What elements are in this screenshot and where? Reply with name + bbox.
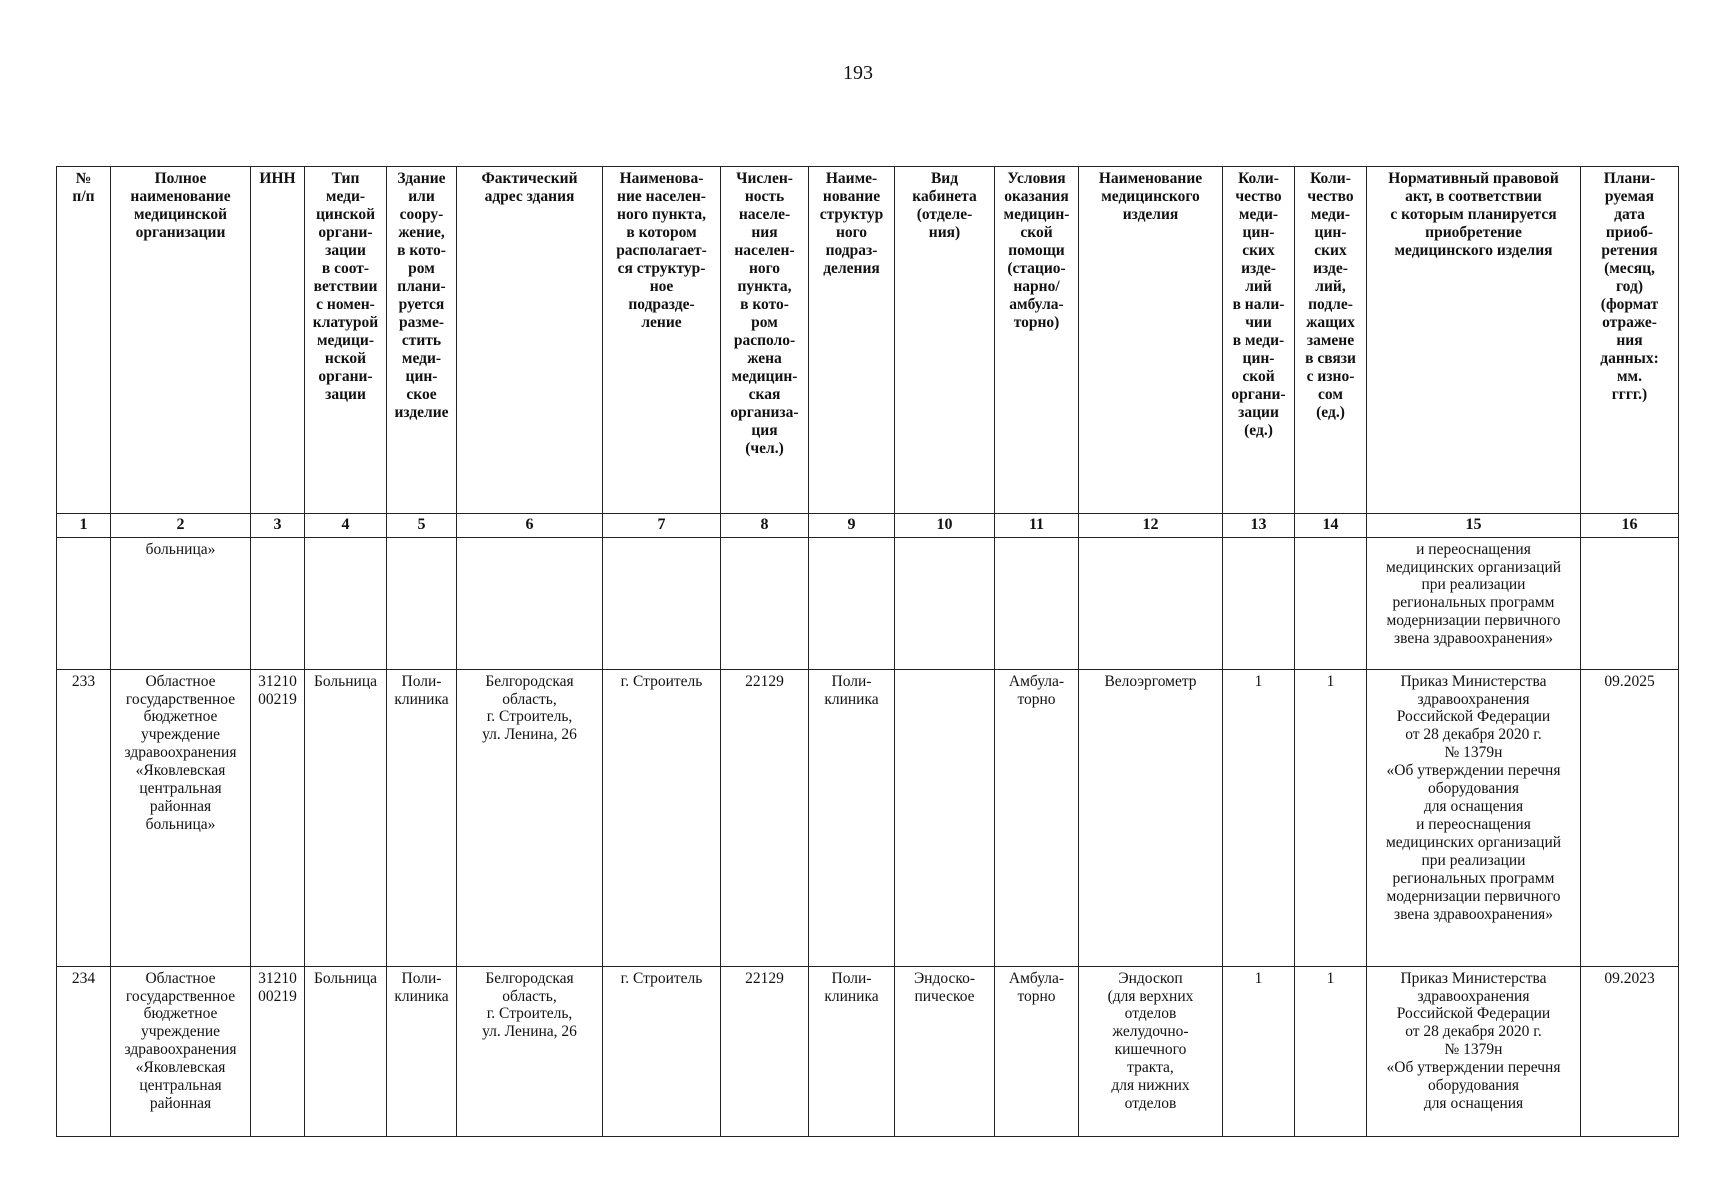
column-number: 5: [387, 514, 457, 538]
column-number: 7: [603, 514, 721, 538]
header-cell: Наименова- ние населен- ного пункта, в котором располагает- ся структур- ное подразде- ление: [603, 167, 721, 514]
table-cell: 22129: [721, 966, 809, 1136]
table-cell: Приказ Министерства здравоохранения Российской Федерации от 28 декабря 2020 г. № 1379н «Об утверждении перечня оборудования для оснащения: [1367, 966, 1581, 1136]
table-cell: Областное государственное бюджетное учреждение здравоохранения «Яковлевская центральная районная: [111, 966, 251, 1136]
column-number: 11: [995, 514, 1079, 538]
header-cell: Числен- ность населе- ния населен- ного пункта, в кото- ром располо- жена медицин- ская организа- ция (чел.): [721, 167, 809, 514]
header-cell: Тип меди- цинской органи- зации в соот- ветствии с номен- клатурой медици- нской органи- зации: [305, 167, 387, 514]
column-number: 8: [721, 514, 809, 538]
table-cell: [895, 537, 995, 669]
table-cell: 234: [57, 966, 111, 1136]
table-cell: Поли- клиника: [809, 669, 895, 966]
header-cell: Наименование медицинского изделия: [1079, 167, 1223, 514]
table-cell: [895, 669, 995, 966]
header-cell: Полное наименование медицинской организации: [111, 167, 251, 514]
table-cell: 233: [57, 669, 111, 966]
header-cell: ИНН: [251, 167, 305, 514]
table-row: [57, 966, 1679, 1136]
table-cell: [1079, 537, 1223, 669]
table-cell: 22129: [721, 669, 809, 966]
table-cell: [995, 537, 1079, 669]
table-cell: 31210 00219: [251, 966, 305, 1136]
header-cell: Плани- руемая дата приоб- ретения (месяц, год) (формат отраже- ния данных: мм. гггг.): [1581, 167, 1679, 514]
column-number: 14: [1295, 514, 1367, 538]
table-cell: г. Строитель: [603, 669, 721, 966]
table-cell: [1581, 537, 1679, 669]
table-cell: Амбула- торно: [995, 669, 1079, 966]
table-cell: 1: [1295, 966, 1367, 1136]
table-cell: Эндоско- пическое: [895, 966, 995, 1136]
table-cell: Поли- клиника: [809, 966, 895, 1136]
column-number: 10: [895, 514, 995, 538]
column-number: 6: [457, 514, 603, 538]
table-cell: Больница: [305, 669, 387, 966]
header-row: [57, 167, 1679, 514]
header-cell: Наиме- нование структур ного подраз- деления: [809, 167, 895, 514]
header-cell: Нормативный правовой акт, в соответствии с которым планируется приобретение медицинского изделия: [1367, 167, 1581, 514]
table-cell: Больница: [305, 966, 387, 1136]
table-cell: 1: [1223, 966, 1295, 1136]
table-cell: [1223, 537, 1295, 669]
column-number: 15: [1367, 514, 1581, 538]
column-number: 2: [111, 514, 251, 538]
column-number-row: [57, 514, 1679, 538]
table-cell: [457, 537, 603, 669]
header-cell: Коли- чество меди- цин- ских изде- лий в нали- чии в меди- цин- ской органи- зации (ед.): [1223, 167, 1295, 514]
column-number: 3: [251, 514, 305, 538]
table-cell: [809, 537, 895, 669]
column-number: 12: [1079, 514, 1223, 538]
table-cell: [1295, 537, 1367, 669]
table-cell: 1: [1223, 669, 1295, 966]
table-cell: Областное государственное бюджетное учреждение здравоохранения «Яковлевская центральная районная больница»: [111, 669, 251, 966]
table-cell: Поли- клиника: [387, 669, 457, 966]
table-cell: Амбула- торно: [995, 966, 1079, 1136]
table-row: [57, 537, 1679, 669]
table-cell: [57, 537, 111, 669]
equipment-table: [56, 166, 1679, 1137]
column-number: 1: [57, 514, 111, 538]
column-number: 4: [305, 514, 387, 538]
table-cell: 09.2023: [1581, 966, 1679, 1136]
header-cell: № п/п: [57, 167, 111, 514]
table-cell: 09.2025: [1581, 669, 1679, 966]
table-cell: Белгородская область, г. Строитель, ул. Ленина, 26: [457, 966, 603, 1136]
table-cell: Поли- клиника: [387, 966, 457, 1136]
table-cell: [387, 537, 457, 669]
header-cell: Фактический адрес здания: [457, 167, 603, 514]
table-cell: больница»: [111, 537, 251, 669]
column-number: 16: [1581, 514, 1679, 538]
table-cell: [305, 537, 387, 669]
table-cell: 31210 00219: [251, 669, 305, 966]
header-cell: Здание или соору- жение, в кото- ром плани- руется разме- стить меди- цин- ское изделие: [387, 167, 457, 514]
table-cell: [251, 537, 305, 669]
table-cell: [721, 537, 809, 669]
table-cell: Белгородская область, г. Строитель, ул. Ленина, 26: [457, 669, 603, 966]
page-number: 193: [843, 62, 873, 84]
column-number: 13: [1223, 514, 1295, 538]
table-cell: 1: [1295, 669, 1367, 966]
header-cell: Коли- чество меди- цин- ских изде- лий, подле- жащих замене в связи с изно- сом (ед.): [1295, 167, 1367, 514]
table-row: [57, 669, 1679, 966]
column-number: 9: [809, 514, 895, 538]
table-cell: Приказ Министерства здравоохранения Российской Федерации от 28 декабря 2020 г. № 1379н «Об утверждении перечня оборудования для оснащения и переоснащения медицинских организаций при реализации региональных программ модернизации первичного звена здравоохранения»: [1367, 669, 1581, 966]
table-cell: Велоэргометр: [1079, 669, 1223, 966]
header-cell: Условия оказания медицин- ской помощи (стацио- нарно/ амбула- торно): [995, 167, 1079, 514]
table-cell: Эндоскоп (для верхних отделов желудочно- кишечного тракта, для нижних отделов: [1079, 966, 1223, 1136]
header-cell: Вид кабинета (отделе- ния): [895, 167, 995, 514]
table-cell: [603, 537, 721, 669]
table-cell: г. Строитель: [603, 966, 721, 1136]
table-cell: и переоснащения медицинских организаций при реализации региональных программ модернизации первичного звена здравоохранения»: [1367, 537, 1581, 669]
